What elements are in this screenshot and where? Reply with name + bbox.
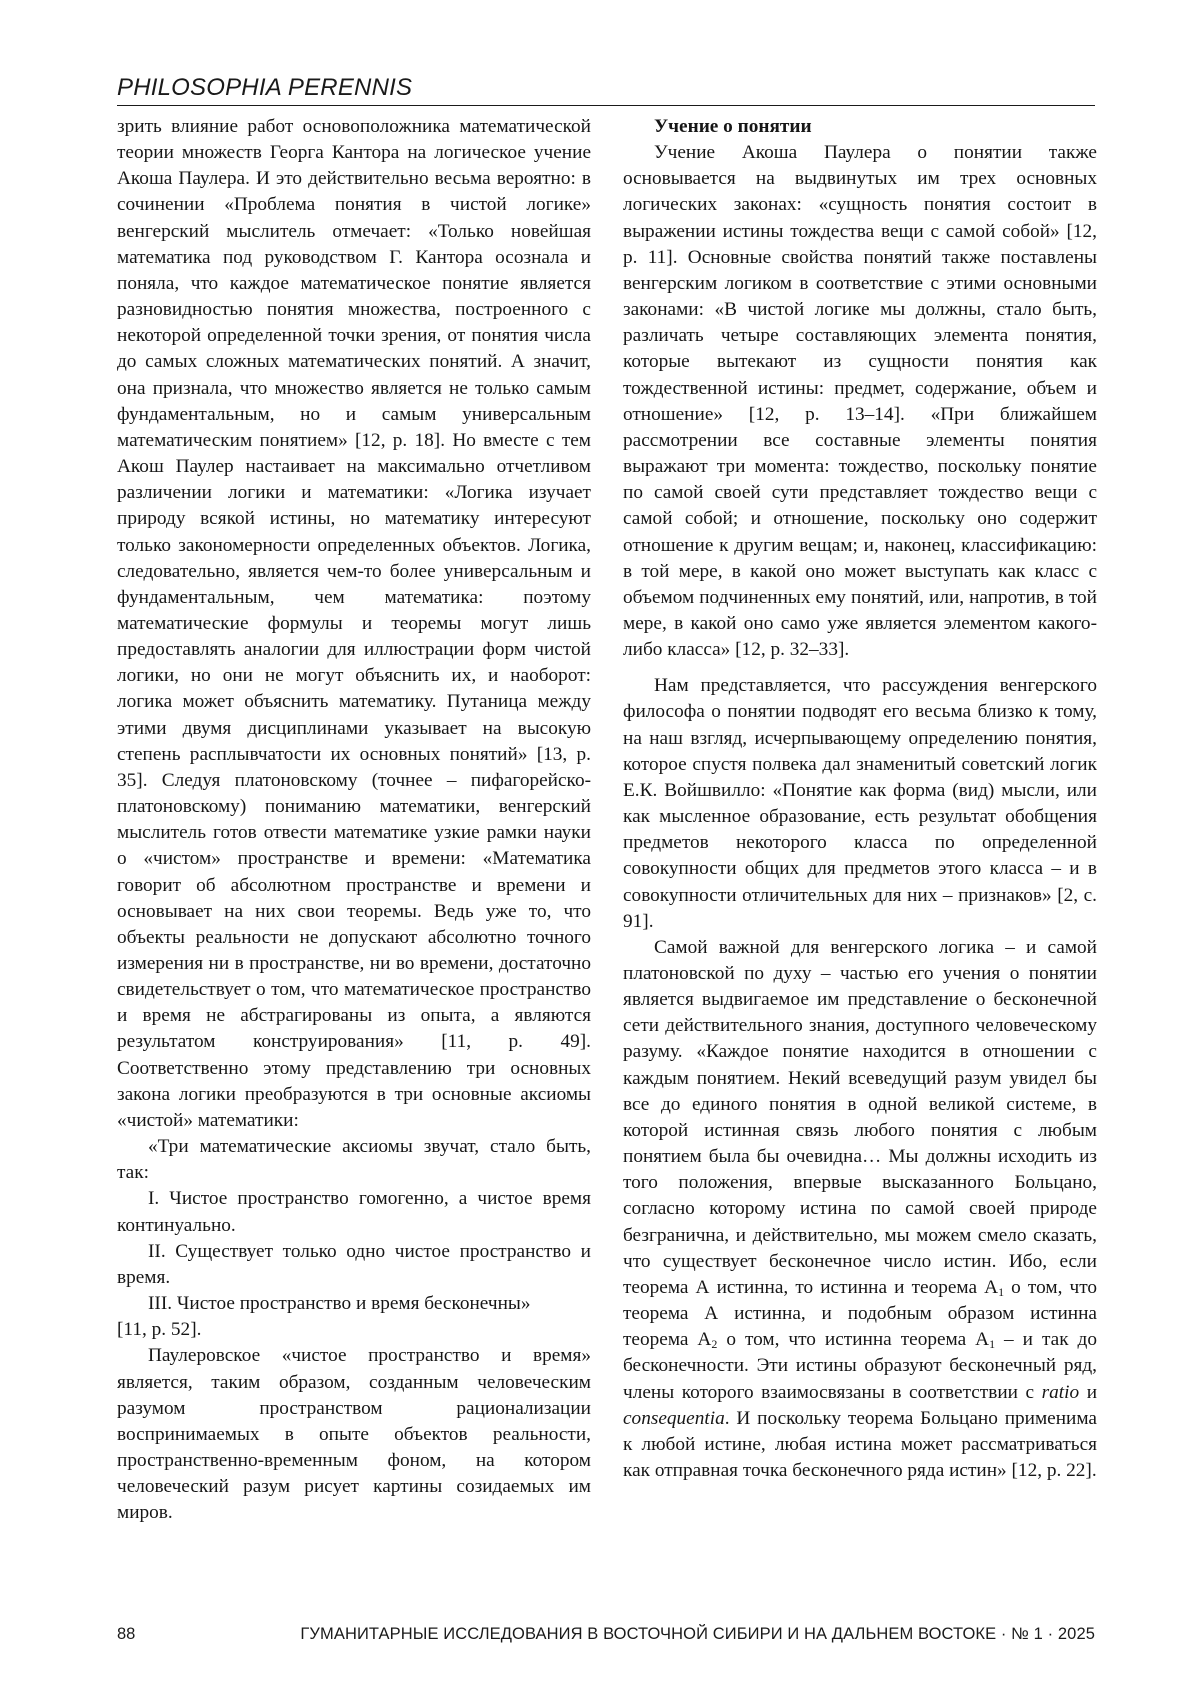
running-header [117, 74, 1095, 106]
citation: [11, p. 52]. [117, 1319, 202, 1341]
journal-name: ГУМАНИТАРНЫЕ ИССЛЕДОВАНИЯ В ВОСТОЧНОЙ СИБИРИ И НА ДАЛЬНЕМ ВОСТОКЕ · № 1 · 2025 [300, 1625, 1095, 1643]
section-heading: Учение о понятии [654, 116, 812, 137]
latin-term: consequentia [623, 1407, 725, 1429]
paragraph: «Три математические аксиомы звучат, стало быть, так: [117, 1136, 591, 1184]
paragraph: Паулеровское «чистое пространство и время» является, таким образом, созданным человеческим разумом пространством рационализации воспринимаемых в опыте объектов реальности, пространственно-временным фоном, на котором человеческий разум рисует картины созидаемых им миров. [117, 1345, 591, 1524]
paragraph: зрить влияние работ основоположника математической теории множеств Георга Кантора на логическое учение Акоша Паулера. И это действительно весьма вероятно: в сочинении «Проблема понятия в чистой логике» венгерский мыслитель отмечает: «Только новейшая математика под руководством Г. Кантора осознала и поняла, что каждое математическое понятие является разновидностью понятия множества, построенного с некоторой определенной точки зрения, от понятия числа до самых сложных математических понятий. А значит, она признала, что множество является не только самым фундаментальным, но и самым универсальным математическим понятием» [12, p. 18]. Но вместе с тем Акош Паулер настаивает на максимально отчетливом различении логики и математики: «Логика изучает природу всякой истины, но математику интересуют только закономерности определенных объектов. Логика, следовательно, является чем-то более универсальным и фундаментальным, чем математика: поэтому математические формулы и теоремы могут лишь предоставлять аналогии для иллюстрации форм чистой логики, но они не могут объяснить их, и наоборот: логика может объяснить математику. Путаница между этими двумя дисциплинами указывает на высокую степень расплывчатости их основных понятий» [13, p. 35]. Следуя платоновскому (точнее – пифагорейско-платоновскому) пониманию математики, венгерский мыслитель готов отвести математике узкие рамки науки о «чистом» пространстве и времени: «Математика говорит об абсолютном пространстве и времени и основывает на них свои теоремы. Ведь уже то, что объекты реальности не допускают абсолютно точного измерения ни в пространстве, ни во времени, достаточно свидетельствует о том, что математическое пространство и время не абстрагированы из опыта, а являются результатом конструирования» [11, p. 49]. Соответственно этому представлению три основных закона логики преобразуются в три основные аксиомы «чистой» математики: [117, 116, 591, 1131]
left-column [117, 114, 591, 1526]
journal-section-title: PHILOSOPHIA PERENNIS [117, 74, 413, 101]
latin-term: ratio [1041, 1381, 1080, 1403]
right-column [623, 114, 1097, 1484]
paragraph [117, 1291, 591, 1343]
subscript: 1 [989, 1337, 996, 1352]
paragraph: Учение Акоша Паулера о понятии также основывается на выдвинутых им трех основных логических законах: «сущность понятия состоит в выражении истины тождества вещи с самой собой» [12, p. 11]. Основные свойства понятий также поставлены венгерским логиком в соответствие с этими основными законами: «В чистой логике мы должны, стало быть, различать четыре составляющих элемента понятия, которые вытекают из сущности понятия как тождественной истины: предмет, содержание, объем и отношение» [12, p. 13–14]. «При ближайшем рассмотрении все составные элементы понятия выражают три момента: тождество, поскольку понятие по самой своей сути представляет тождество вещи с самой собой; и отношение, поскольку оно содержит отношение к другим вещам; и, наконец, классификацию: в той мере, в какой оно может выступать как класс с объемом подчиненных ему понятий, или, напротив, в той мере, в какой оно само уже является элементом какого-либо класса» [12, p. 32–33]. [623, 142, 1097, 661]
subscript: 1 [998, 1284, 1005, 1299]
page-number: 88 [117, 1625, 136, 1643]
paragraph: I. Чистое пространство гомогенно, а чистое время континуально. [117, 1188, 591, 1236]
paragraph: Самой важной для венгерского логика – и самой платоновской по духу – частью его учения о понятии является выдвигаемое им представление о бесконечной сети действительного знания, доступного человеческому разуму. «Каждое понятие находится в отношении с каждым понятием. Некий всеведущий разум увидел бы все до единого понятия в одной великой системе, в которой истинная связь любого понятия с любым понятием была бы очевидна… Мы должны исходить из того положения, впервые высказанного Больцано, согласно которому истина по самой своей природе безгранична, и действительно, мы можем смело сказать, что существует бесконечное число истин. Ибо, если теорема А истинна, то истинна и теорема $А_1$ о том, что теорема А истинна, и подобным образом истинна теорема $А_2$ о том, что истинна теорема $А_1$ – и так до бесконечности. Эти истины образуют бесконечный ряд, члены которого взаимосвязаны в соответствии с ratio и consequentia. И поскольку теорема Больцано применима к любой истине, любая истина может рассматриваться как отправная точка бесконечного ряда истин» [12, p. 22]. [623, 936, 1098, 1481]
subscript: 2 [711, 1337, 718, 1352]
quote-text: III. Чистое пространство и время бесконечны» [148, 1293, 531, 1315]
paragraph: II. Существует только одно чистое пространство и время. [117, 1240, 591, 1288]
paragraph: Нам представляется, что рассуждения венгерского философа о понятии подводят его весьма близко к тому, на наш взгляд, исчерпывающему определению понятия, которое спустя полвека дал знаменитый советский логик Е.К. Войшвилло: «Понятие как форма (вид) мысли, или как мысленное образование, есть результат обобщения предметов некоторого класса по определенной совокупности общих для предметов этого класса – и в совокупности отличительных для них – признаков» [2, с. 91]. [623, 675, 1097, 932]
